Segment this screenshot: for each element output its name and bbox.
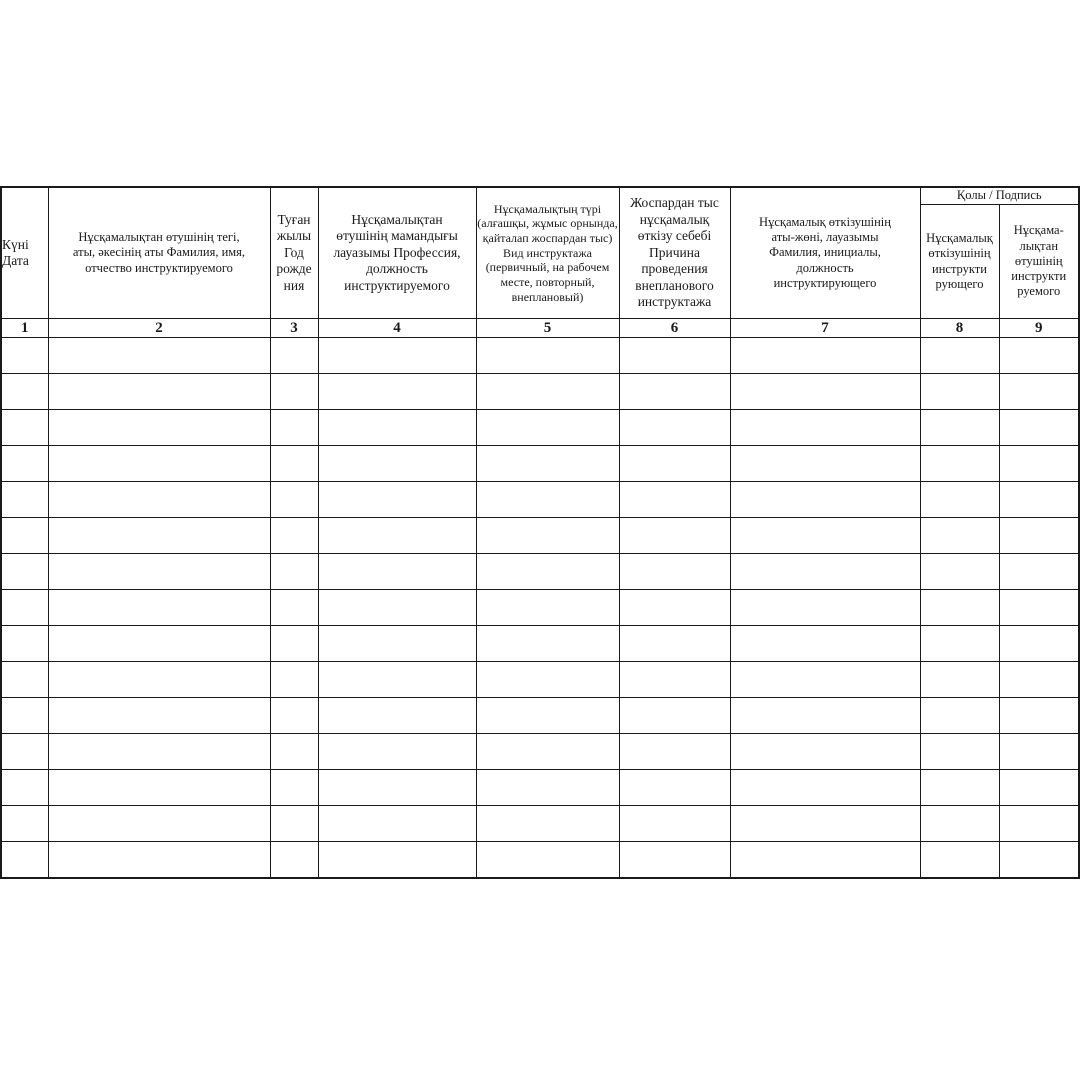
table-cell[interactable]	[476, 374, 619, 410]
table-cell[interactable]	[619, 770, 730, 806]
table-cell[interactable]	[619, 446, 730, 482]
table-cell[interactable]	[318, 554, 476, 590]
header-instructor-signature: Нұсқамалық өткізушінің инструкти рующего	[920, 205, 999, 319]
header-date: Күні Дата	[1, 187, 48, 319]
table-cell[interactable]	[318, 482, 476, 518]
header-profession: Нұсқамалықтан өтушінің мамандығы лауазымы Профессия, должность инструктируемого	[318, 187, 476, 319]
header-instructor: Нұсқамалық өткізушінің аты-жөні, лауазымы Фамилия, инициалы, должность инструктирующего	[730, 187, 920, 319]
table-cell[interactable]	[920, 446, 999, 482]
table-cell[interactable]	[920, 590, 999, 626]
table-row	[1, 590, 1079, 626]
table-cell[interactable]	[48, 842, 270, 879]
table-cell[interactable]	[270, 698, 318, 734]
table-cell[interactable]	[476, 482, 619, 518]
table-cell[interactable]	[48, 590, 270, 626]
table-cell[interactable]	[920, 734, 999, 770]
table-cell[interactable]	[270, 734, 318, 770]
table-cell[interactable]	[920, 770, 999, 806]
table-cell[interactable]	[476, 770, 619, 806]
table-cell[interactable]	[1, 338, 48, 374]
table-cell[interactable]	[48, 338, 270, 374]
table-row	[1, 770, 1079, 806]
table-row	[1, 842, 1079, 879]
table-row	[1, 554, 1079, 590]
table-row	[1, 698, 1079, 734]
table-cell[interactable]	[48, 518, 270, 554]
table-cell[interactable]	[476, 662, 619, 698]
table-cell[interactable]	[730, 482, 920, 518]
table-cell[interactable]	[619, 482, 730, 518]
table-cell[interactable]	[999, 806, 1079, 842]
table-cell[interactable]	[999, 662, 1079, 698]
table-cell[interactable]	[1, 554, 48, 590]
table-cell[interactable]	[1, 446, 48, 482]
table-cell[interactable]	[476, 806, 619, 842]
table-cell[interactable]	[999, 770, 1079, 806]
table-cell[interactable]	[730, 806, 920, 842]
table-cell[interactable]	[270, 806, 318, 842]
table-cell[interactable]	[48, 626, 270, 662]
table-cell[interactable]	[318, 410, 476, 446]
table-cell[interactable]	[619, 410, 730, 446]
table-cell[interactable]	[619, 518, 730, 554]
table-cell[interactable]	[1, 410, 48, 446]
table-cell[interactable]	[270, 770, 318, 806]
table-cell[interactable]	[730, 446, 920, 482]
table-row	[1, 446, 1079, 482]
table-cell[interactable]	[48, 410, 270, 446]
table-cell[interactable]	[318, 626, 476, 662]
table-cell[interactable]	[48, 770, 270, 806]
table-cell[interactable]	[619, 842, 730, 879]
header-instructed-signature: Нұсқама-лықтан өтушінің инструкти руемого	[999, 205, 1079, 319]
table-cell[interactable]	[619, 590, 730, 626]
table-cell[interactable]	[920, 338, 999, 374]
table-row	[1, 518, 1079, 554]
table-cell[interactable]	[476, 410, 619, 446]
table-row	[1, 482, 1079, 518]
table-cell[interactable]	[270, 590, 318, 626]
table-body	[1, 338, 1079, 879]
table-cell[interactable]	[920, 554, 999, 590]
column-number: 3	[270, 319, 318, 338]
table-cell[interactable]	[318, 590, 476, 626]
table-cell[interactable]	[476, 626, 619, 662]
table-cell[interactable]	[476, 518, 619, 554]
table-cell[interactable]	[730, 842, 920, 879]
table-cell[interactable]	[920, 842, 999, 879]
table-cell[interactable]	[1, 770, 48, 806]
table-cell[interactable]	[476, 590, 619, 626]
table-cell[interactable]	[999, 410, 1079, 446]
table-cell[interactable]	[476, 338, 619, 374]
table-cell[interactable]	[730, 662, 920, 698]
table-cell[interactable]	[1, 734, 48, 770]
column-number: 9	[999, 319, 1079, 338]
table-cell[interactable]	[476, 554, 619, 590]
table-cell[interactable]	[730, 374, 920, 410]
table-cell[interactable]	[619, 698, 730, 734]
table-cell[interactable]	[48, 734, 270, 770]
table-cell[interactable]	[730, 734, 920, 770]
table-cell[interactable]	[619, 338, 730, 374]
instruction-journal-table	[0, 186, 1080, 879]
table-cell[interactable]	[270, 338, 318, 374]
table-cell[interactable]	[48, 374, 270, 410]
table-cell[interactable]	[999, 842, 1079, 879]
table-cell[interactable]	[999, 734, 1079, 770]
column-number: 1	[1, 319, 48, 338]
table-cell[interactable]	[48, 554, 270, 590]
header-signature-group: Қолы / Подпись	[920, 187, 1079, 205]
table-cell[interactable]	[270, 446, 318, 482]
table-cell[interactable]	[619, 626, 730, 662]
table-cell[interactable]	[270, 626, 318, 662]
table-cell[interactable]	[48, 806, 270, 842]
table-cell[interactable]	[1, 374, 48, 410]
table-cell[interactable]	[270, 662, 318, 698]
table-cell[interactable]	[318, 842, 476, 879]
table-cell[interactable]	[920, 698, 999, 734]
table-cell[interactable]	[48, 662, 270, 698]
table-cell[interactable]	[920, 482, 999, 518]
table-row	[1, 626, 1079, 662]
table-cell[interactable]	[318, 698, 476, 734]
table-cell[interactable]	[999, 482, 1079, 518]
table-cell[interactable]	[730, 590, 920, 626]
table-cell[interactable]	[1, 806, 48, 842]
table-cell[interactable]	[730, 626, 920, 662]
table-cell[interactable]	[619, 662, 730, 698]
table-row	[1, 338, 1079, 374]
header-full-name: Нұсқамалықтан өтушінің тегі, аты, әкесінің аты Фамилия, имя, отчество инструктируемого	[48, 187, 270, 319]
table-cell[interactable]	[730, 554, 920, 590]
table-cell[interactable]	[1, 482, 48, 518]
table-cell[interactable]	[619, 806, 730, 842]
column-number: 6	[619, 319, 730, 338]
table-row	[1, 374, 1079, 410]
column-number: 7	[730, 319, 920, 338]
table-cell[interactable]	[270, 518, 318, 554]
table-cell[interactable]	[730, 410, 920, 446]
table-cell[interactable]	[476, 446, 619, 482]
table-cell[interactable]	[48, 698, 270, 734]
table-cell[interactable]	[1, 518, 48, 554]
column-number-row	[1, 319, 1079, 338]
table-cell[interactable]	[318, 518, 476, 554]
table-cell[interactable]	[48, 482, 270, 518]
header-instruction-type: Нұсқамалықтың түрі (алғашқы, жұмыс орнында, қайталап жоспардан тыс) Вид инструктажа (первичный, на рабочем месте, повторный, внеплановый)	[476, 187, 619, 319]
table-cell[interactable]	[270, 482, 318, 518]
table-cell[interactable]	[999, 374, 1079, 410]
table-cell[interactable]	[999, 338, 1079, 374]
table-row	[1, 662, 1079, 698]
table-cell[interactable]	[1, 698, 48, 734]
column-number: 4	[318, 319, 476, 338]
table-cell[interactable]	[730, 770, 920, 806]
table-cell[interactable]	[920, 374, 999, 410]
table-cell[interactable]	[270, 554, 318, 590]
table-cell[interactable]	[318, 662, 476, 698]
header-birth-year: Туған жылы Год рожде ния	[270, 187, 318, 319]
table-cell[interactable]	[476, 734, 619, 770]
table-cell[interactable]	[999, 554, 1079, 590]
table-cell[interactable]	[318, 338, 476, 374]
table-cell[interactable]	[920, 626, 999, 662]
table-row	[1, 734, 1079, 770]
table-cell[interactable]	[999, 590, 1079, 626]
table-cell[interactable]	[270, 842, 318, 879]
table-cell[interactable]	[1, 590, 48, 626]
table-cell[interactable]	[730, 698, 920, 734]
table-cell[interactable]	[619, 554, 730, 590]
table-cell[interactable]	[730, 338, 920, 374]
table-cell[interactable]	[619, 734, 730, 770]
header-unscheduled-reason: Жоспардан тыс нұсқамалық өткізу себебі Причина проведения внепланового инструктажа	[619, 187, 730, 319]
table-cell[interactable]	[920, 662, 999, 698]
table-cell[interactable]	[999, 518, 1079, 554]
table-cell[interactable]	[270, 410, 318, 446]
table-row	[1, 806, 1079, 842]
table-cell[interactable]	[1, 626, 48, 662]
table-cell[interactable]	[318, 770, 476, 806]
table-cell[interactable]	[920, 806, 999, 842]
table-cell[interactable]	[999, 626, 1079, 662]
column-number: 5	[476, 319, 619, 338]
table-cell[interactable]	[999, 446, 1079, 482]
table-cell[interactable]	[48, 446, 270, 482]
table-cell[interactable]	[1, 662, 48, 698]
table-cell[interactable]	[619, 374, 730, 410]
table-cell[interactable]	[318, 734, 476, 770]
column-number: 8	[920, 319, 999, 338]
table-cell[interactable]	[476, 842, 619, 879]
table-cell[interactable]	[318, 374, 476, 410]
table-cell[interactable]	[476, 698, 619, 734]
table-cell[interactable]	[270, 374, 318, 410]
table-cell[interactable]	[999, 698, 1079, 734]
table-cell[interactable]	[318, 806, 476, 842]
table-cell[interactable]	[1, 842, 48, 879]
table-cell[interactable]	[920, 410, 999, 446]
table-row	[1, 410, 1079, 446]
table-cell[interactable]	[730, 518, 920, 554]
column-number: 2	[48, 319, 270, 338]
table-cell[interactable]	[318, 446, 476, 482]
table-cell[interactable]	[920, 518, 999, 554]
